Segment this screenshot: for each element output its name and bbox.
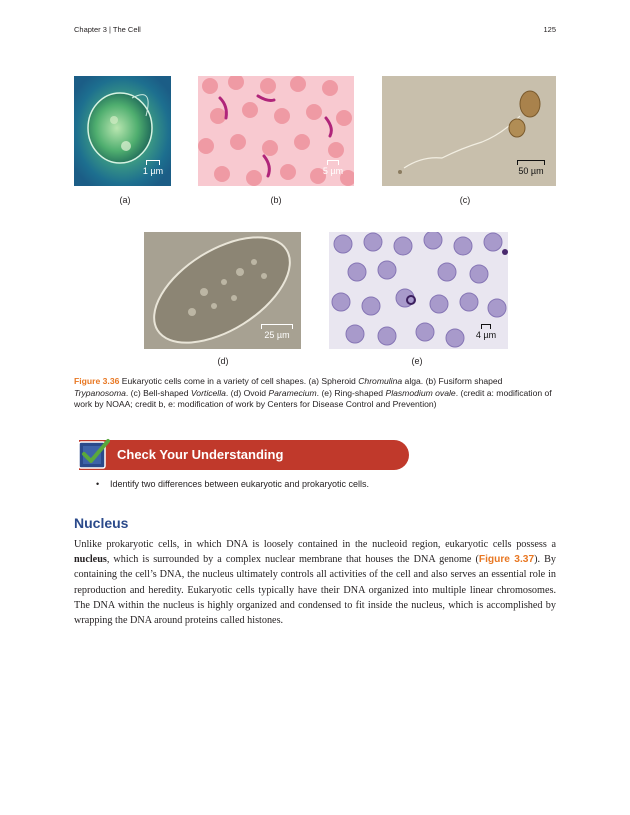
list-item xyxy=(96,479,369,489)
paragraph-text: ). By containing the cell’s DNA, the nucleus ultimately controls all activities of the cell and also serves an essential role in reproduction and heredity. Eukaryotic cells typically have their DNA organized into multiple linear chromosomes. The DNA within the nucleus is highly organized and condensed to fit inside the nucleus, which is accomplished by wrapping the DNA around proteins called histones. xyxy=(74,554,556,627)
scale-bar-e xyxy=(473,324,499,340)
key-term: nucleus xyxy=(74,554,107,566)
panel-label-e: (e) xyxy=(411,356,423,366)
scale-label-b: 5 µm xyxy=(322,166,344,176)
check-understanding-title: Check Your Understanding xyxy=(117,447,284,462)
panel-label-c: (c) xyxy=(459,195,471,205)
scale-bar-b xyxy=(318,160,348,176)
bullet-text: Identify two differences between eukaryotic and prokaryotic cells. xyxy=(110,479,369,489)
caption-italic-genus: Paramecium xyxy=(268,387,317,398)
figure-reference-link[interactable]: Figure 3.37 xyxy=(478,554,535,566)
scale-bar-c xyxy=(514,160,548,176)
body-paragraph xyxy=(74,537,556,628)
checkbox-check-icon xyxy=(78,438,110,470)
running-header-chapter: Chapter 3 | The Cell xyxy=(74,25,141,34)
check-understanding-banner xyxy=(79,440,409,470)
caption-text: . (d) Ovoid xyxy=(225,387,269,398)
paragraph-text: , which is surrounded by a complex nuclear membrane that houses the DNA genome ( xyxy=(106,554,479,566)
page-number: 125 xyxy=(543,25,556,34)
paragraph-text: Unlike prokaryotic cells, in which DNA is loosely contained in the nucleoid region, eukaryotic cells possess a xyxy=(74,539,556,550)
caption-text: . (credit a: modification of work by NOAA; credit b, e: modification of work by Centers for Disease Control and Prevention) xyxy=(74,387,552,409)
caption-italic-genus: Trypanosoma xyxy=(74,387,126,398)
scale-label-a: 1 µm xyxy=(142,166,164,176)
caption-text: alga. (b) Fusiform shaped xyxy=(402,376,503,386)
caption-italic-genus: Chromulina xyxy=(358,376,403,386)
caption-text: Eukaryotic cells come in a variety of cell shapes. (a) Spheroid xyxy=(119,376,359,386)
caption-italic-genus: Vorticella xyxy=(190,387,226,398)
bullet-icon: • xyxy=(96,479,100,489)
figure-caption xyxy=(74,376,556,411)
caption-text: . (e) Ring-shaped xyxy=(316,387,386,398)
caption-text: . (c) Bell-shaped xyxy=(125,387,191,398)
scale-bar-d xyxy=(258,324,296,340)
panel-label-d: (d) xyxy=(217,356,229,366)
scale-label-e: 4 µm xyxy=(475,330,497,340)
section-heading: Nucleus xyxy=(74,515,129,531)
scale-label-c: 50 µm xyxy=(518,166,544,176)
panel-label-a: (a) xyxy=(119,195,131,205)
scale-label-d: 25 µm xyxy=(264,330,290,340)
caption-italic-genus: Plasmodium ovale xyxy=(385,387,456,398)
figure-number: Figure 3.36 xyxy=(74,376,120,386)
panel-label-b: (b) xyxy=(270,195,282,205)
scale-bar-a xyxy=(138,160,168,176)
